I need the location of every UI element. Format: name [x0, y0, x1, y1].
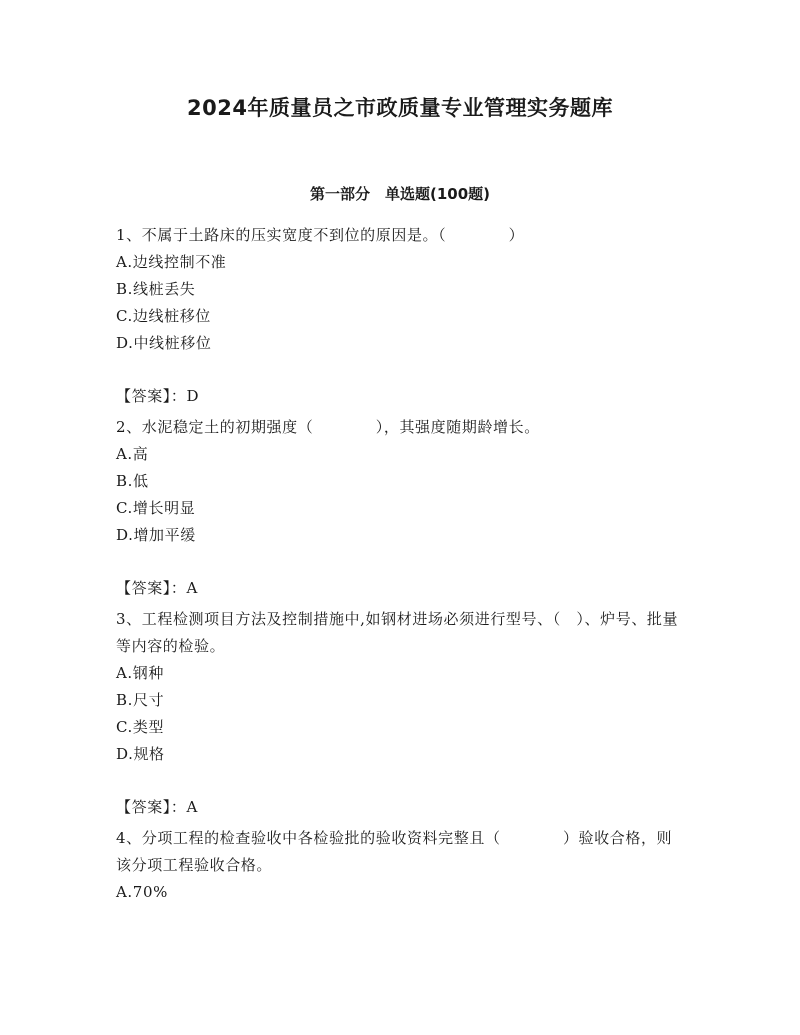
option-b: B.低: [116, 472, 149, 490]
question-stem: 4、分项工程的检查验收中各检验批的验收资料完整且（ ）验收合格，则该分项工程验收合格。: [116, 829, 673, 874]
section-title: 第一部分 单选题(100题): [309, 185, 491, 203]
option-d: D.规格: [116, 745, 165, 763]
option-d: D.中线桩移位: [116, 334, 212, 352]
question-stem: 3、工程检测项目方法及控制措施中,如钢材进场必须进行型号、（ ）、炉号、批量等内容的检验。: [116, 610, 679, 655]
question-3: [116, 606, 686, 768]
option-d: D.增加平缓: [116, 526, 196, 544]
page-title: 2024年质量员之市政质量专业管理实务题库: [187, 96, 613, 120]
answer-label: 【答案】：: [116, 579, 187, 597]
answer-label: 【答案】：: [116, 798, 187, 816]
question-2: [116, 414, 686, 549]
option-a: A.70%: [116, 883, 168, 901]
answer-value: A: [186, 798, 198, 816]
answer-value: A: [186, 579, 198, 597]
question-stem: 1、不属于土路床的压实宽度不到位的原因是。（ ）: [116, 226, 525, 244]
option-c: C.类型: [116, 718, 165, 736]
option-a: A.高: [116, 445, 149, 463]
question-stem: 2、水泥稳定土的初期强度（ ），其强度随期龄增长。: [116, 418, 540, 436]
option-a: A.边线控制不准: [116, 253, 227, 271]
answer-label: 【答案】：: [116, 387, 187, 405]
answer-1: [116, 383, 686, 410]
option-c: C.边线桩移位: [116, 307, 211, 325]
question-1: [116, 222, 686, 357]
question-4: [116, 825, 686, 906]
option-b: B.尺寸: [116, 691, 165, 709]
option-a: A.钢种: [116, 664, 165, 682]
option-b: B.线桩丢失: [116, 280, 196, 298]
answer-3: [116, 794, 686, 821]
answer-value: D: [186, 387, 200, 405]
answer-2: [116, 575, 686, 602]
option-c: C.增长明显: [116, 499, 196, 517]
question-list: [116, 222, 686, 906]
